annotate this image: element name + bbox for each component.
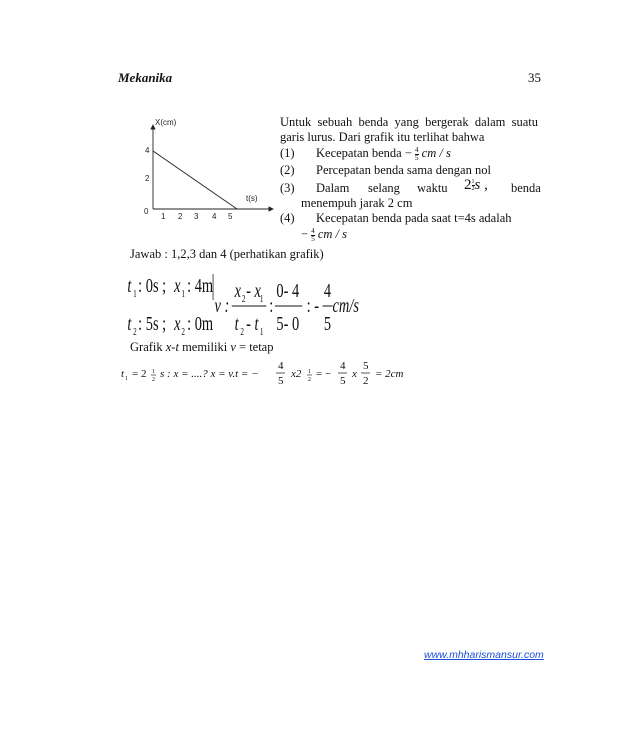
svg-text:2: 2: [133, 325, 137, 338]
svg-text:1: 1: [259, 292, 264, 305]
statement-1-minus: −: [404, 146, 412, 160]
svg-text:: 0s ;: : 0s ;: [138, 273, 167, 297]
svg-text:5: 5: [323, 311, 332, 335]
origin-label: 0: [144, 207, 149, 216]
svg-text:5: 5: [340, 375, 346, 387]
svg-text:2: 2: [308, 377, 311, 383]
statement-1: [280, 146, 451, 162]
intro-line-1: Untuk sebuah benda yang bergerak dalam suatu: [280, 115, 538, 129]
x-tick-4: 4: [212, 212, 217, 221]
statement-2-number: (2): [280, 163, 295, 177]
svg-text:4: 4: [278, 360, 284, 372]
velocity-calculation: [118, 268, 359, 340]
svg-text:t: t: [127, 273, 132, 297]
svg-text:t: t: [234, 311, 239, 335]
x-tick-1: 1: [161, 212, 166, 221]
graph-note: Grafik x-t memiliki v = tetap: [130, 340, 274, 354]
svg-text:5: 5: [278, 375, 284, 387]
y-tick-2: 2: [145, 174, 150, 183]
statement-2-text: Percepatan benda sama dengan nol: [316, 163, 491, 177]
svg-text:: 5s ;: : 5s ;: [138, 311, 167, 335]
svg-text:- x: - x: [246, 278, 261, 302]
page-number: 35: [528, 70, 541, 85]
svg-text:v :: v :: [214, 293, 230, 317]
statement-3-word-a: Dalam: [316, 181, 350, 195]
svg-text:4: 4: [323, 278, 332, 302]
x-tick-3: 3: [194, 212, 199, 221]
statement-1-unit: cm / s: [421, 146, 451, 160]
svg-text::: :: [269, 293, 274, 317]
svg-text:x2: x2: [291, 368, 302, 380]
svg-text:1: 1: [152, 369, 155, 375]
svg-text:1: 1: [181, 287, 185, 300]
svg-text:1: 1: [259, 325, 264, 338]
svg-text:5- 0: 5- 0: [276, 311, 300, 335]
svg-text:1: 1: [133, 287, 137, 300]
svg-text:5: 5: [363, 360, 369, 372]
svg-text:2: 2: [152, 377, 155, 383]
answer-line: Jawab : 1,2,3 dan 4 (perhatikan grafik): [130, 247, 324, 261]
statement-3-word-c: waktu: [417, 181, 448, 195]
svg-text:= 2: = 2: [132, 368, 147, 380]
y-axis-label: X(cm): [155, 118, 177, 127]
svg-text:0- 4: 0- 4: [276, 278, 300, 302]
svg-text:x: x: [234, 278, 242, 302]
statement-1-text: Kecepatan benda: [316, 146, 402, 160]
y-tick-4: 4: [145, 146, 150, 155]
statement-4-text: Kecepatan benda pada saat t=4s adalah: [316, 211, 512, 225]
svg-text:: -: : -: [306, 293, 320, 317]
svg-text:4: 4: [340, 360, 346, 372]
intro-line-2: garis lurus. Dari grafik itu terlihat bahwa: [280, 130, 485, 144]
statement-3-math: 2 $\frac{1}{2}$ s ,: [464, 177, 488, 193]
x-tick-5: 5: [228, 212, 233, 221]
statement-3-word-b: selang: [368, 181, 400, 195]
svg-text:: 4m: : 4m: [187, 273, 214, 297]
svg-text:2: 2: [241, 292, 246, 305]
svg-text:1: 1: [125, 376, 128, 382]
svg-text:x: x: [174, 273, 181, 297]
svg-text:: 0m: : 0m: [187, 311, 214, 335]
svg-text:= −: = −: [316, 368, 332, 380]
statement-1-number: (1): [280, 146, 295, 160]
svg-text:2: 2: [240, 325, 245, 338]
statement-1-fraction: $\frac{4}{5}$: [415, 145, 419, 162]
statement-3-number: (3): [280, 181, 295, 195]
svg-text:s : x = ....? x = v.t = −: s : x = ....? x = v.t = −: [160, 368, 259, 380]
data-line: [153, 151, 237, 209]
svg-text:1: 1: [308, 369, 311, 375]
svg-text:= 2cm: = 2cm: [375, 368, 404, 380]
statement-3-line-2: menempuh jarak 2 cm: [301, 196, 413, 210]
statement-4-number: (4): [280, 211, 295, 225]
statement-3-word-d: benda: [511, 181, 541, 195]
svg-text:x: x: [174, 311, 181, 335]
statement-2: [280, 163, 491, 178]
distance-equation: [118, 355, 418, 387]
svg-text:x: x: [352, 368, 357, 380]
position-time-graph: [130, 115, 280, 225]
statement-4-value: − $\frac{4}{5}$ cm / s: [301, 226, 347, 243]
x-axis-label: t(s): [246, 194, 258, 203]
header-title: Mekanika: [118, 70, 173, 85]
svg-text:- t: - t: [246, 311, 259, 335]
statement-4: [280, 211, 538, 226]
svg-text:cm/s: cm/s: [332, 293, 359, 317]
svg-text:2: 2: [181, 325, 185, 338]
svg-text:t: t: [121, 368, 125, 380]
x-tick-2: 2: [178, 212, 183, 221]
svg-text:2: 2: [363, 375, 369, 387]
footer-website-link[interactable]: www.mhharismansur.com: [424, 649, 544, 661]
svg-text:t: t: [127, 311, 132, 335]
